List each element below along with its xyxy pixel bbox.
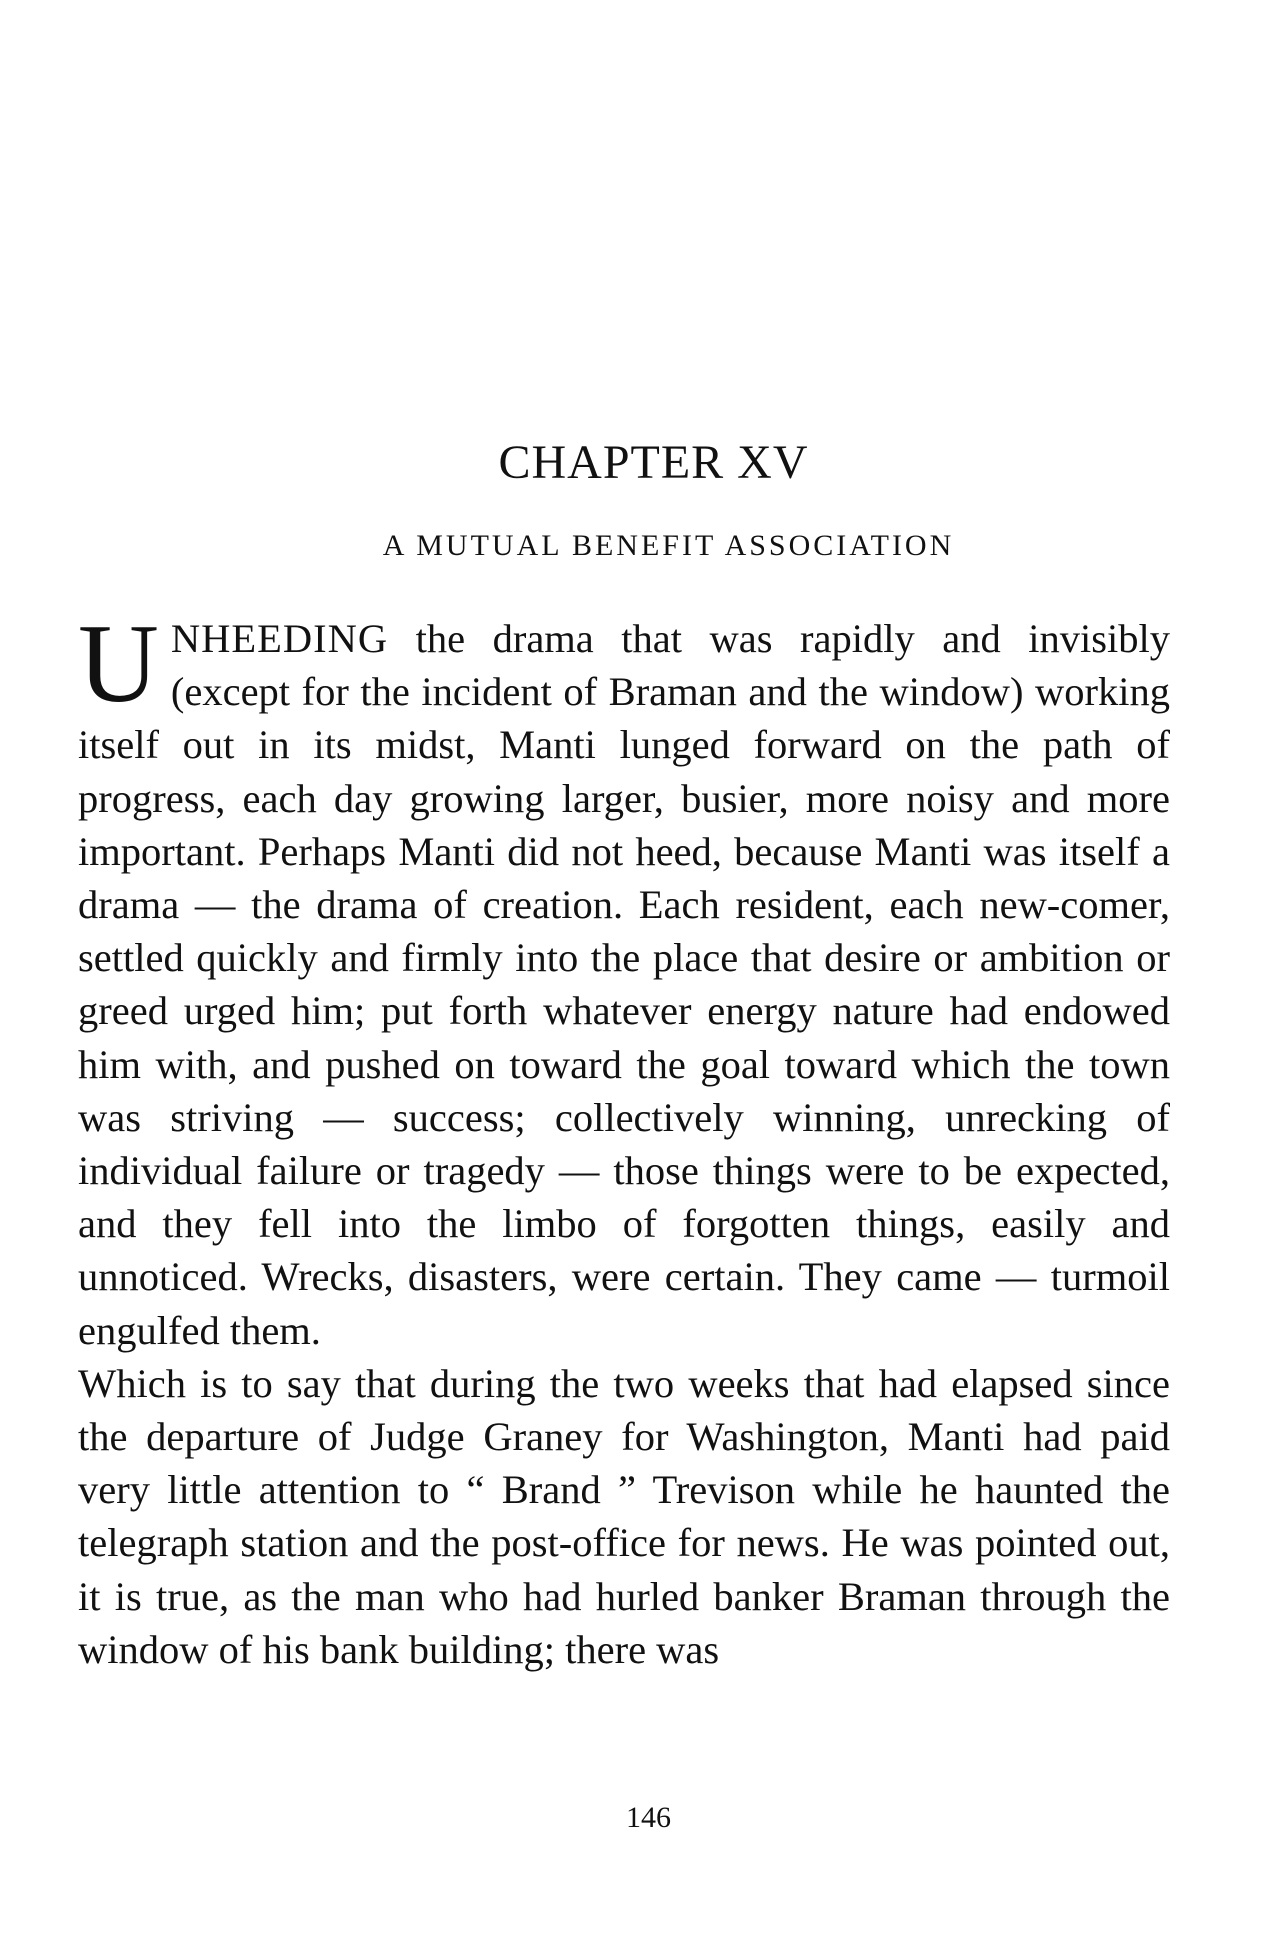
paragraph-1-text: the drama that was rapidly and invisibly (except for the incident of Braman and the window) working itself out in its midst, Manti lunged forward on the path of progress, each day growing larger, busier, more noisy and more important. Perhaps Manti did not heed, because Manti was itself a drama — the drama of creation. Each resident, each new-comer, settled quickly and firmly into the place that desire or ambition or greed urged him; put forth whatever energy nature had endowed him with, and pushed on toward the goal toward which the town was striving — success; collectively winning, unrecking of individual failure or tragedy — those things were to be expected, and they fell into the limbo of forgotten things, easily and unnoticed. Wrecks, disasters, were certain. They came — turmoil engulfed them. [78,616,1170,1353]
chapter-title: CHAPTER XV [498,436,809,489]
body-text [78,602,1170,1676]
drop-cap: U [78,602,159,726]
paragraph-2-text: Which is to say that during the two weeks that had elapsed since the departure of Judge Graney for Washington, Manti had paid very little attention to “ Brand ” Trevison while he haunted the telegraph station and the post-office for news. He was pointed out, it is true, as the man who had hurled banker Braman through the window of his bank building; there was [78,1360,1170,1672]
chapter-subtitle: A MUTUAL BENEFIT ASSOCIATION [382,529,955,562]
paragraph-2 [78,1357,1170,1676]
paragraph-1-first-word: NHEEDING [170,616,389,661]
page-number: 146 [626,1801,671,1834]
paragraph-1 [78,602,1170,1357]
